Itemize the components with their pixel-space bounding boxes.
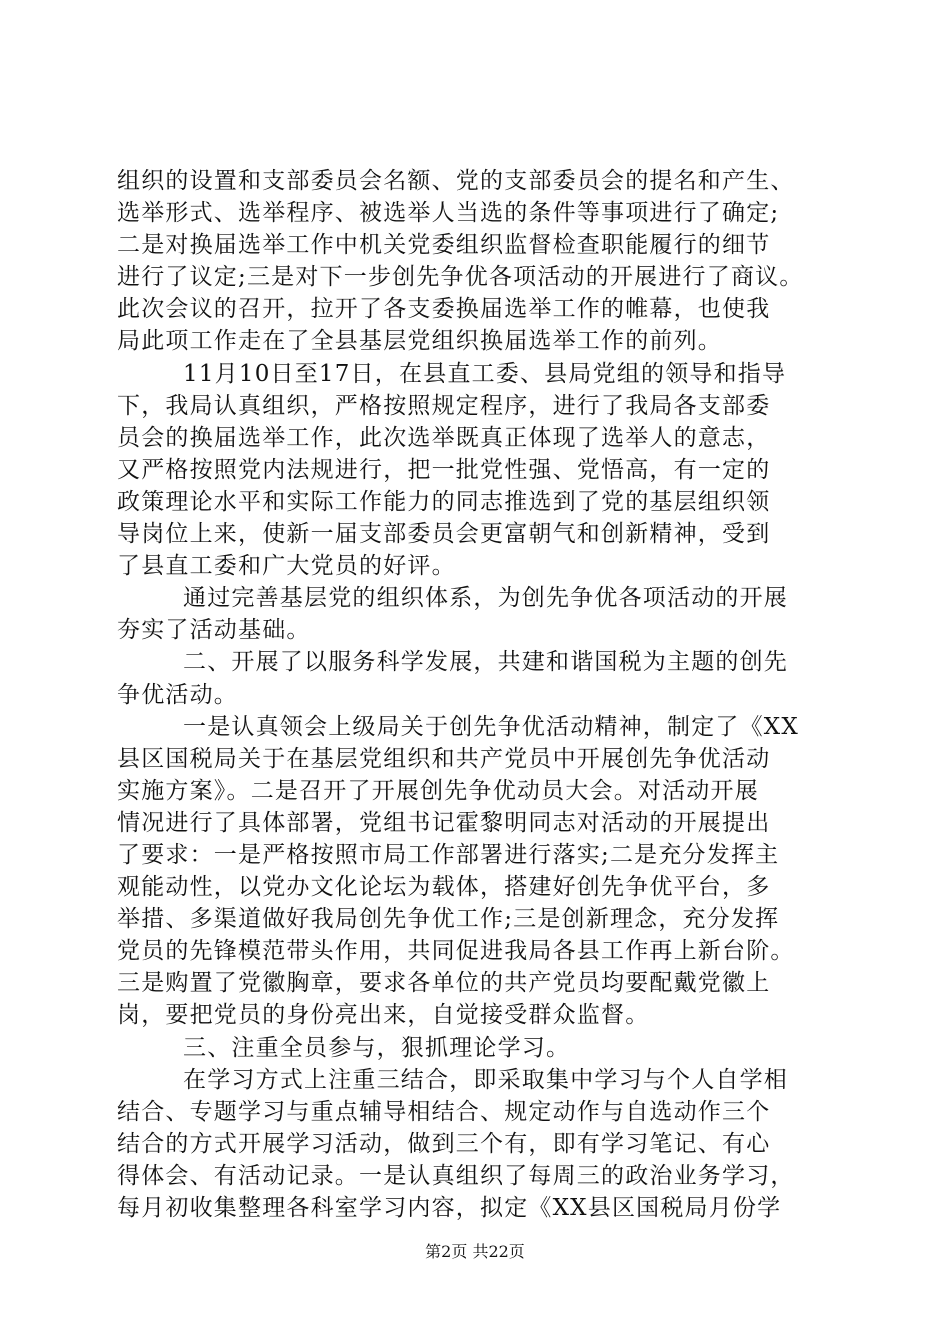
text-line: 了要求：一是严格按照市局工作部署进行落实;二是充分发挥主	[117, 841, 780, 868]
page-footer: 第2页 共22页	[425, 1242, 525, 1261]
document-body	[117, 165, 837, 1224]
text-line: 每月初收集整理各科室学习内容，拟定《XX县区国税局月份学	[117, 1195, 782, 1221]
text-line: 三是购置了党徽胸章，要求各单位的共产党员均要配戴党徽上	[117, 970, 771, 997]
text-line: 局此项工作走在了全县基层党组织换届选举工作的前列。	[117, 328, 722, 355]
text-line: 一是认真领会上级局关于创先争优活动精神，制定了《XX	[183, 713, 799, 740]
text-line: 观能动性，以党办文化论坛为载体，搭建好创先争优平台，多	[117, 874, 771, 901]
text-line: 举措、多渠道做好我局创先争优工作;三是创新理念，充分发挥	[117, 906, 780, 933]
text-line: 得体会、有活动记录。一是认真组织了每周三的政治业务学习，	[117, 1162, 795, 1189]
text-line: 党员的先锋模范带头作用，共同促进我局各县工作再上新台阶。	[117, 938, 795, 965]
text-line: 在学习方式上注重三结合，即采取集中学习与个人自学相	[183, 1066, 788, 1093]
text-line: 员会的换届选举工作，此次选举既真正体现了选举人的意志，	[117, 424, 771, 451]
text-line: 又严格按照党内法规进行，把一批党性强、党悟高，有一定的	[117, 456, 771, 483]
text-line: 通过完善基层党的组织体系，为创先争优各项活动的开展	[183, 585, 788, 612]
text-line: 夯实了活动基础。	[117, 617, 311, 644]
text-line: 争优活动。	[117, 681, 238, 708]
text-line: 二、开展了以服务科学发展，共建和谐国税为主题的创先	[183, 649, 788, 676]
text-line: 二是对换届选举工作中机关党委组织监督检查职能履行的细节	[117, 232, 771, 259]
text-line: 结合、专题学习与重点辅导相结合、规定动作与自选动作三个	[117, 1098, 771, 1125]
text-line: 实施方案》。二是召开了开展创先争优动员大会。对活动开展	[117, 777, 759, 804]
text-line: 结合的方式开展学习活动，做到三个有，即有学习笔记、有心	[117, 1130, 771, 1157]
text-line: 导岗位上来，使新一届支部委员会更富朝气和创新精神，受到	[117, 521, 771, 548]
text-line: 此次会议的召开，拉开了各支委换届选举工作的帷幕，也使我	[117, 296, 771, 323]
text-line: 下，我局认真组织，严格按照规定程序，进行了我局各支部委	[117, 392, 771, 419]
text-line: 政策理论水平和实际工作能力的同志推选到了党的基层组织领	[117, 488, 771, 515]
text-line: 组织的设置和支部委员会名额、党的支部委员会的提名和产生、	[117, 168, 795, 194]
text-line: 选举形式、选举程序、被选举人当选的条件等事项进行了确定;	[117, 200, 780, 227]
text-line: 了县直工委和广大党员的好评。	[117, 553, 456, 580]
text-line: 三、注重全员参与，狠抓理论学习。	[183, 1034, 571, 1061]
text-line: 县区国税局关于在基层党组织和共产党员中开展创先争优活动	[117, 745, 771, 772]
text-line: 11月10日至17日，在县直工委、县局党组的领导和指导	[183, 360, 787, 387]
text-line: 岗，要把党员的身份亮出来，自觉接受群众监督。	[117, 1002, 650, 1029]
text-line: 进行了议定;三是对下一步创先争优各项活动的开展进行了商议。	[117, 264, 804, 291]
text-line: 情况进行了具体部署，党组书记霍黎明同志对活动的开展提出	[117, 809, 771, 836]
